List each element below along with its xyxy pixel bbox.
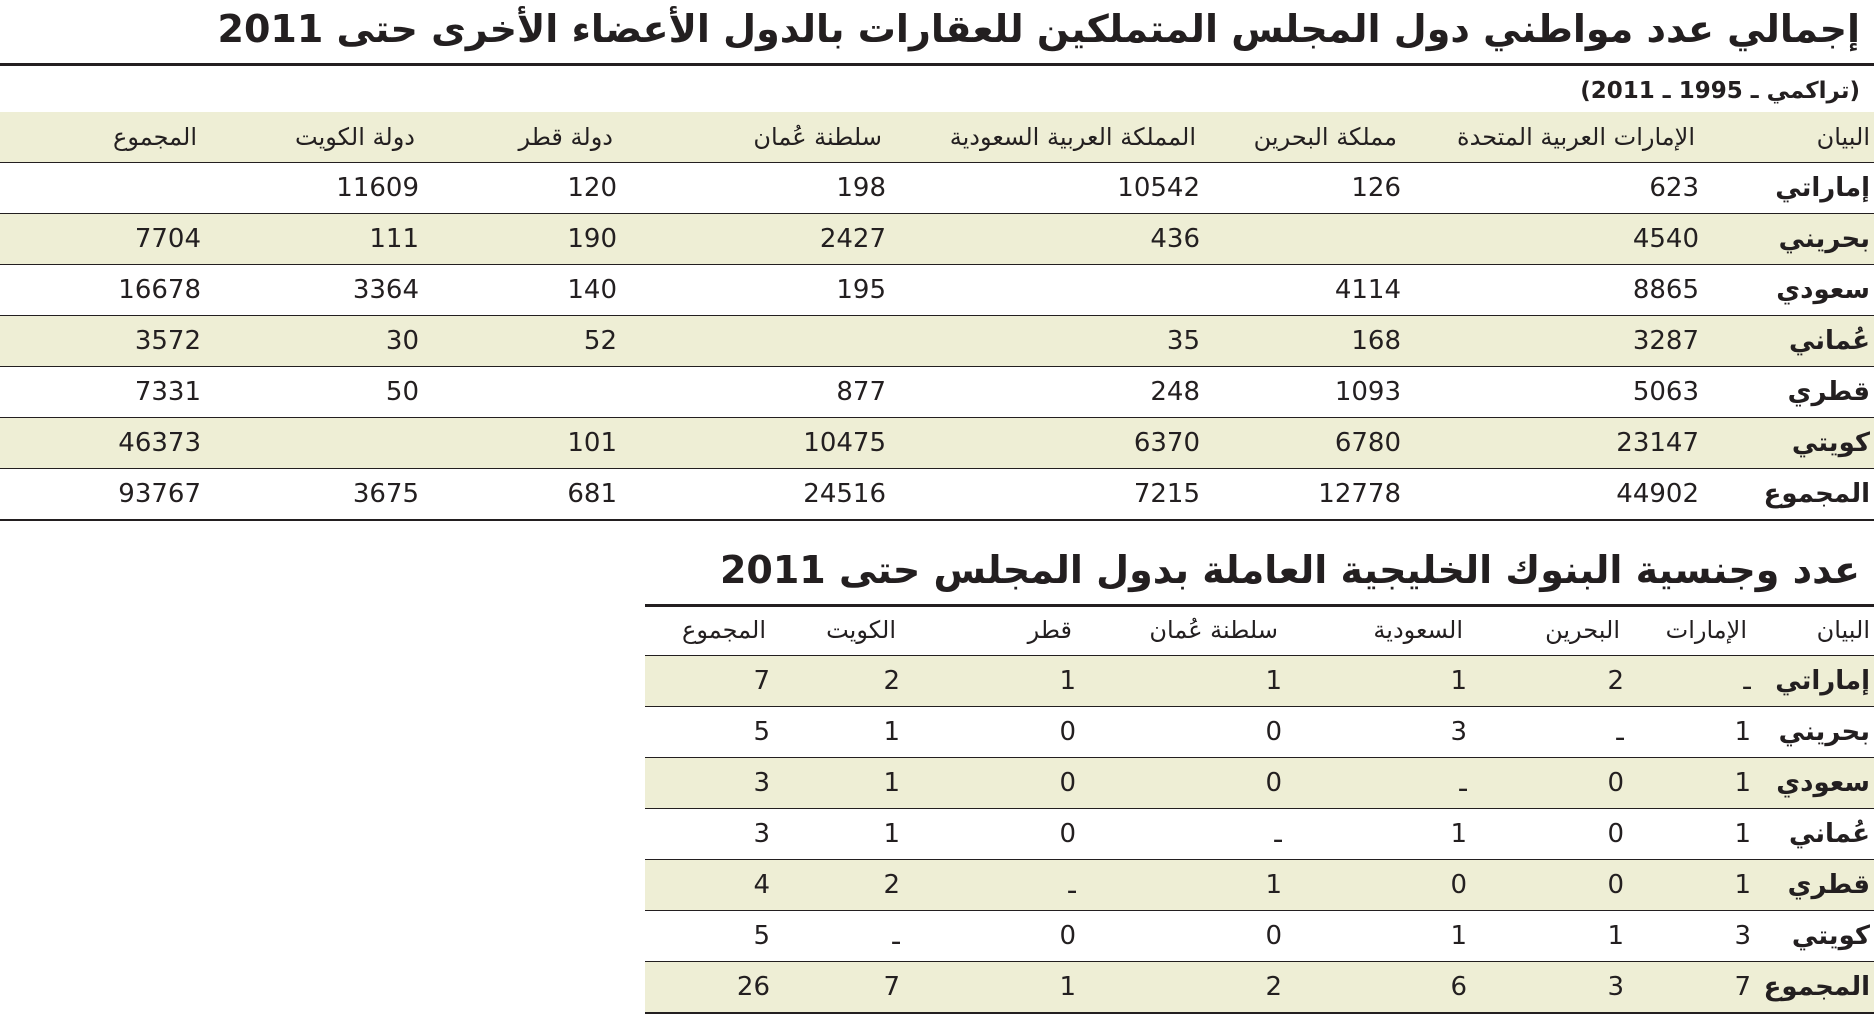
saudi-cell: 248 [886, 367, 1200, 418]
kuwait-cell: 7 [770, 962, 900, 1014]
bahrain-cell [1200, 214, 1401, 265]
table-row [645, 656, 1874, 707]
saudi-cell: 35 [886, 316, 1200, 367]
gulf-banks-header-row [645, 605, 1874, 656]
oman-cell: 0 [1076, 707, 1282, 758]
table-row [0, 163, 1874, 214]
bahrain-cell: 3 [1467, 962, 1624, 1014]
qatar-cell: 0 [900, 911, 1076, 962]
uae-cell: 623 [1401, 163, 1699, 214]
oman-cell: ـ [1076, 809, 1282, 860]
kuwait-cell: 2 [770, 656, 900, 707]
property-owners-table [0, 112, 1874, 521]
column-header-kuwait: دولة الكويت [201, 112, 419, 163]
kuwait-cell: 2 [770, 860, 900, 911]
total-cell [0, 163, 201, 214]
kuwait-cell: 1 [770, 707, 900, 758]
uae-cell: 1 [1624, 707, 1751, 758]
gulf-banks-table [645, 605, 1874, 1014]
column-header-oman: سلطنة عُمان [617, 112, 886, 163]
property-owners-header-row [0, 112, 1874, 163]
saudi-cell: 6370 [886, 418, 1200, 469]
saudi-cell: 6 [1282, 962, 1467, 1014]
bahrain-cell: 168 [1200, 316, 1401, 367]
total-cell: 5 [645, 911, 770, 962]
bahrain-cell: 12778 [1200, 469, 1401, 521]
bahrain-cell: ـ [1467, 707, 1624, 758]
table-row [0, 265, 1874, 316]
row-label: قطري [1751, 860, 1874, 911]
column-header-total: المجموع [0, 112, 201, 163]
oman-cell: 2 [1076, 962, 1282, 1014]
table-row [0, 316, 1874, 367]
row-label: سعودي [1699, 265, 1874, 316]
qatar-cell: 1 [900, 962, 1076, 1014]
saudi-cell: 1 [1282, 809, 1467, 860]
column-header-qatar: قطر [900, 605, 1076, 656]
totals-row [0, 469, 1874, 521]
uae-cell: 3 [1624, 911, 1751, 962]
column-header-kuwait: الكويت [770, 605, 900, 656]
qatar-cell: ـ [900, 860, 1076, 911]
column-header-bahrain: البحرين [1467, 605, 1624, 656]
oman-cell: 10475 [617, 418, 886, 469]
row-label: عُماني [1699, 316, 1874, 367]
column-header-bahrain: مملكة البحرين [1200, 112, 1401, 163]
uae-cell: 5063 [1401, 367, 1699, 418]
uae-cell: 3287 [1401, 316, 1699, 367]
table-row [0, 418, 1874, 469]
kuwait-cell: 3675 [201, 469, 419, 521]
qatar-cell: 0 [900, 707, 1076, 758]
oman-cell: 2427 [617, 214, 886, 265]
row-label: كويتي [1751, 911, 1874, 962]
column-header-uae: الإمارات [1624, 605, 1751, 656]
qatar-cell: 681 [419, 469, 617, 521]
qatar-cell: 140 [419, 265, 617, 316]
kuwait-cell: 30 [201, 316, 419, 367]
bahrain-cell: 2 [1467, 656, 1624, 707]
table-row [0, 214, 1874, 265]
qatar-cell: 52 [419, 316, 617, 367]
kuwait-cell: 50 [201, 367, 419, 418]
total-cell: 26 [645, 962, 770, 1014]
saudi-cell: 3 [1282, 707, 1467, 758]
uae-cell: 8865 [1401, 265, 1699, 316]
property-owners-table-title: إجمالي عدد مواطني دول المجلس المتملكين للعقارات بالدول الأعضاء الأخرى حتى 2011 [217, 7, 1860, 51]
column-header-uae: الإمارات العربية المتحدة [1401, 112, 1699, 163]
gulf-banks-table-title: عدد وجنسية البنوك الخليجية العاملة بدول المجلس حتى 2011 [719, 548, 1860, 592]
totals-row [645, 962, 1874, 1014]
row-label: المجموع [1699, 469, 1874, 521]
column-header-label: البيان [1751, 605, 1874, 656]
total-cell: 7 [645, 656, 770, 707]
column-header-label: البيان [1699, 112, 1874, 163]
saudi-cell [886, 265, 1200, 316]
row-label: المجموع [1751, 962, 1874, 1014]
total-cell: 16678 [0, 265, 201, 316]
saudi-cell: 1 [1282, 656, 1467, 707]
bahrain-cell: 4114 [1200, 265, 1401, 316]
uae-cell: 1 [1624, 809, 1751, 860]
saudi-cell: 436 [886, 214, 1200, 265]
oman-cell: 0 [1076, 911, 1282, 962]
oman-cell: 877 [617, 367, 886, 418]
qatar-cell [419, 367, 617, 418]
qatar-cell: 120 [419, 163, 617, 214]
total-cell: 7704 [0, 214, 201, 265]
total-cell: 7331 [0, 367, 201, 418]
kuwait-cell: 3364 [201, 265, 419, 316]
table-row [645, 758, 1874, 809]
table-row [0, 367, 1874, 418]
oman-cell: 1 [1076, 860, 1282, 911]
property-owners-table-subtitle: (تراكمي ـ 1995 ـ 2011) [1580, 78, 1860, 104]
kuwait-cell: 1 [770, 809, 900, 860]
table-row [645, 707, 1874, 758]
oman-cell: 198 [617, 163, 886, 214]
column-header-oman: سلطنة عُمان [1076, 605, 1282, 656]
kuwait-cell: 1 [770, 758, 900, 809]
row-label: بحريني [1751, 707, 1874, 758]
saudi-cell: ـ [1282, 758, 1467, 809]
total-cell: 4 [645, 860, 770, 911]
bahrain-cell: 0 [1467, 860, 1624, 911]
oman-cell: 24516 [617, 469, 886, 521]
bahrain-cell: 1 [1467, 911, 1624, 962]
property-owners-title-rule [0, 63, 1874, 66]
kuwait-cell: 11609 [201, 163, 419, 214]
qatar-cell: 101 [419, 418, 617, 469]
total-cell: 3 [645, 758, 770, 809]
uae-cell: 1 [1624, 758, 1751, 809]
kuwait-cell: 111 [201, 214, 419, 265]
saudi-cell: 0 [1282, 860, 1467, 911]
uae-cell: ـ [1624, 656, 1751, 707]
qatar-cell: 0 [900, 809, 1076, 860]
oman-cell: 0 [1076, 758, 1282, 809]
total-cell: 93767 [0, 469, 201, 521]
column-header-total: المجموع [645, 605, 770, 656]
saudi-cell: 7215 [886, 469, 1200, 521]
uae-cell: 44902 [1401, 469, 1699, 521]
total-cell: 46373 [0, 418, 201, 469]
bahrain-cell: 126 [1200, 163, 1401, 214]
oman-cell: 1 [1076, 656, 1282, 707]
bahrain-cell: 0 [1467, 809, 1624, 860]
oman-cell: 195 [617, 265, 886, 316]
bahrain-cell: 6780 [1200, 418, 1401, 469]
oman-cell [617, 316, 886, 367]
table-row [645, 911, 1874, 962]
saudi-cell: 10542 [886, 163, 1200, 214]
column-header-qatar: دولة قطر [419, 112, 617, 163]
table-row [645, 860, 1874, 911]
row-label: إماراتي [1751, 656, 1874, 707]
column-header-saudi: المملكة العربية السعودية [886, 112, 1200, 163]
row-label: كويتي [1699, 418, 1874, 469]
total-cell: 5 [645, 707, 770, 758]
uae-cell: 23147 [1401, 418, 1699, 469]
row-label: إماراتي [1699, 163, 1874, 214]
bahrain-cell: 1093 [1200, 367, 1401, 418]
table-row [645, 809, 1874, 860]
uae-cell: 1 [1624, 860, 1751, 911]
row-label: عُماني [1751, 809, 1874, 860]
row-label: بحريني [1699, 214, 1874, 265]
kuwait-cell [201, 418, 419, 469]
row-label: سعودي [1751, 758, 1874, 809]
column-header-saudi: السعودية [1282, 605, 1467, 656]
total-cell: 3572 [0, 316, 201, 367]
qatar-cell: 0 [900, 758, 1076, 809]
saudi-cell: 1 [1282, 911, 1467, 962]
uae-cell: 4540 [1401, 214, 1699, 265]
qatar-cell: 190 [419, 214, 617, 265]
row-label: قطري [1699, 367, 1874, 418]
kuwait-cell: ـ [770, 911, 900, 962]
uae-cell: 7 [1624, 962, 1751, 1014]
total-cell: 3 [645, 809, 770, 860]
qatar-cell: 1 [900, 656, 1076, 707]
bahrain-cell: 0 [1467, 758, 1624, 809]
